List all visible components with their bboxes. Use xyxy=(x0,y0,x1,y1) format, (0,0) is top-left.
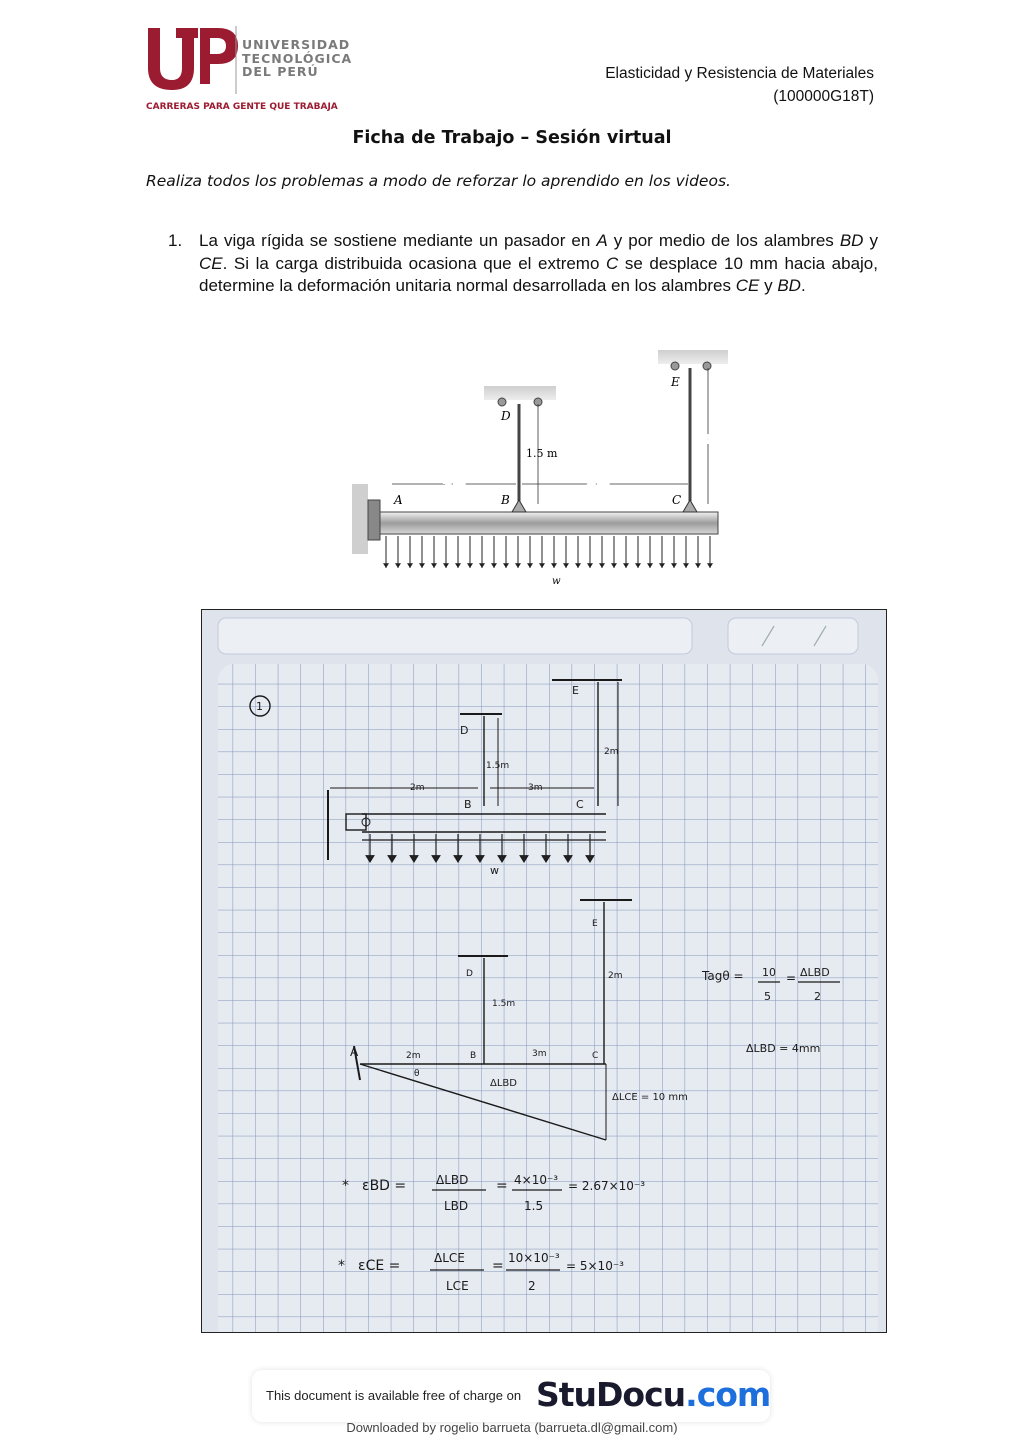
arrow-head xyxy=(695,563,701,568)
page-title: Ficha de Trabajo – Sesión virtual xyxy=(352,128,672,148)
handwritten-solution-photo xyxy=(201,609,887,1333)
tan-d2: 2 xyxy=(814,990,821,1003)
eps-bd-d1: LBD xyxy=(444,1199,469,1213)
arrow-head xyxy=(395,563,401,568)
eps-ce-d2: 2 xyxy=(528,1279,536,1293)
label-d: D xyxy=(501,409,511,423)
eps-bd-n1: ΔLBD xyxy=(436,1173,469,1187)
geom-a: A xyxy=(350,1045,359,1059)
ceiling-d xyxy=(484,386,556,400)
logo-line: DEL PERÚ xyxy=(242,64,319,79)
text-run: y xyxy=(759,276,778,295)
eps-ce-d1: LCE xyxy=(446,1279,469,1293)
geom-d: D xyxy=(466,969,473,979)
eps-bd-d2: 1.5 xyxy=(524,1199,544,1213)
label-a: A xyxy=(394,493,403,507)
utp-logo xyxy=(146,24,366,118)
sketch-ab: 2m xyxy=(410,783,425,793)
download-notice: Downloaded by rogelio barrueta (barrueta.dl@gmail.com) xyxy=(346,1420,678,1435)
rigid-beam xyxy=(380,512,718,534)
label-c: C xyxy=(672,493,682,507)
arrow-head xyxy=(539,563,545,568)
arrow-head xyxy=(527,563,533,568)
utp-emblem-icon xyxy=(146,24,242,96)
university-name xyxy=(242,38,352,79)
text-run: y xyxy=(863,231,878,250)
instructions: Realiza todos los problemas a modo de reforzar lo aprendido en los videos. xyxy=(146,172,731,190)
sketch-w: w xyxy=(490,864,499,877)
beam-figure xyxy=(352,344,732,596)
text-run: se desplace 10 mm hacia abajo, determine la deformación unitaria normal desarrollada en los alambres xyxy=(199,253,878,295)
wire-ce: CE xyxy=(735,276,760,295)
arrow-head xyxy=(563,563,569,568)
arrow-head xyxy=(455,563,461,568)
distributed-load xyxy=(383,536,713,568)
ceiling-e xyxy=(658,350,728,364)
sketch-bc: 3m xyxy=(528,783,543,793)
arrow-head xyxy=(611,563,617,568)
sketch-ce: 2m xyxy=(604,747,619,757)
arrow-head xyxy=(575,563,581,568)
arrow-head xyxy=(479,563,485,568)
geom-c: C xyxy=(592,1051,599,1061)
label-w: w xyxy=(552,576,561,587)
eps-bd-star: * xyxy=(342,1178,349,1194)
brand-domain: .com xyxy=(685,1375,771,1414)
eps-bd-eq: = xyxy=(496,1178,508,1194)
text-run: y por medio de los alambres xyxy=(607,231,840,250)
circle-number: 1 xyxy=(256,700,263,713)
brand-name: StuDocu xyxy=(536,1375,686,1414)
logo-line: UNIVERSIDAD xyxy=(242,37,351,52)
label-b: B xyxy=(501,493,510,507)
arrow-head xyxy=(659,563,665,568)
wire-ce: CE xyxy=(199,253,223,273)
studocu-logo[interactable] xyxy=(536,1375,770,1414)
eps-ce-n1: ΔLCE xyxy=(434,1251,465,1265)
dim-ab: 2 m xyxy=(444,478,465,491)
pin-bracket xyxy=(368,500,380,540)
geom-bd: 1.5m xyxy=(492,999,516,1009)
tan-d1: 5 xyxy=(764,990,771,1003)
tan-eq: = xyxy=(786,971,797,985)
geom-bc: 3m xyxy=(532,1049,547,1059)
arrow-head xyxy=(419,563,425,568)
problem-number: 1. xyxy=(168,231,183,250)
wire-bd: BD xyxy=(777,276,801,295)
dim-bc: 3 m xyxy=(588,478,609,491)
course-name: Elasticidad y Resistencia de Materiales xyxy=(605,65,874,82)
wire-bd: BD xyxy=(839,231,864,250)
geom-dlce: ΔLCE = 10 mm xyxy=(612,1092,688,1103)
label-e: E xyxy=(671,375,680,389)
logo-line: TECNOLÓGICA xyxy=(242,50,353,66)
course-code: (100000G18T) xyxy=(773,88,874,105)
wall xyxy=(352,484,368,554)
tan-n1: 10 xyxy=(762,966,776,979)
arrow-head xyxy=(467,563,473,568)
arrow-head xyxy=(599,563,605,568)
eps-bd-n2: 4×10⁻³ xyxy=(514,1173,559,1187)
eps-ce-star: * xyxy=(338,1258,345,1274)
point-c: C xyxy=(606,253,619,273)
availability-text: This document is available free of charge on xyxy=(266,1388,522,1403)
problem-text xyxy=(199,230,878,298)
arrow-head xyxy=(551,563,557,568)
sketch-d: D xyxy=(460,724,469,737)
logo-tagline: CARRERAS PARA GENTE QUE TRABAJA xyxy=(146,102,338,112)
sketch-bd: 1.5m xyxy=(486,761,510,771)
geom-b: B xyxy=(470,1051,477,1061)
geom-ab: 2m xyxy=(406,1051,421,1061)
dim-ce: 2 m xyxy=(698,432,719,445)
geom-theta: θ xyxy=(414,1069,420,1079)
eps-ce-result: = 5×10⁻³ xyxy=(566,1259,624,1273)
dim-bd: 1.5 m xyxy=(526,447,558,460)
arrow-head xyxy=(647,563,653,568)
geom-ce: 2m xyxy=(608,971,623,981)
notebook-page xyxy=(202,610,887,1333)
point-a: A xyxy=(596,231,608,250)
dlbd-result: ΔLBD = 4mm xyxy=(746,1042,821,1055)
eps-ce-eq: = xyxy=(492,1258,504,1274)
arrow-head xyxy=(515,563,521,568)
tan-lhs: Tagθ = xyxy=(702,969,744,983)
arrow-head xyxy=(443,563,449,568)
arrow-head xyxy=(635,563,641,568)
tan-n2: ΔLBD xyxy=(800,966,830,979)
arrow-head xyxy=(623,563,629,568)
arrow-head xyxy=(491,563,497,568)
geom-dlbd: ΔLBD xyxy=(490,1078,517,1089)
arrow-head xyxy=(407,563,413,568)
problem-1 xyxy=(168,230,878,298)
arrow-head xyxy=(431,563,437,568)
arrow-head xyxy=(503,563,509,568)
sketch-b: B xyxy=(464,798,472,811)
geom-e: E xyxy=(592,919,598,929)
text-run: La viga rígida se sostiene mediante un pasador en xyxy=(199,231,597,250)
arrow-head xyxy=(683,563,689,568)
arrow-head xyxy=(587,563,593,568)
arrow-head xyxy=(671,563,677,568)
eps-ce-symbol: εCE = xyxy=(358,1258,401,1274)
sketch-e: E xyxy=(572,684,579,697)
arrow-head xyxy=(383,563,389,568)
eps-bd-result: = 2.67×10⁻³ xyxy=(568,1179,646,1193)
sketch-c: C xyxy=(576,798,584,811)
arrow-head xyxy=(707,563,713,568)
text-run: . xyxy=(800,276,806,295)
eps-bd-symbol: εBD = xyxy=(362,1178,407,1194)
eps-ce-n2: 10×10⁻³ xyxy=(508,1251,560,1265)
text-run: . Si la carga distribuida ocasiona que el extremo xyxy=(222,253,607,273)
course-header xyxy=(605,62,874,108)
